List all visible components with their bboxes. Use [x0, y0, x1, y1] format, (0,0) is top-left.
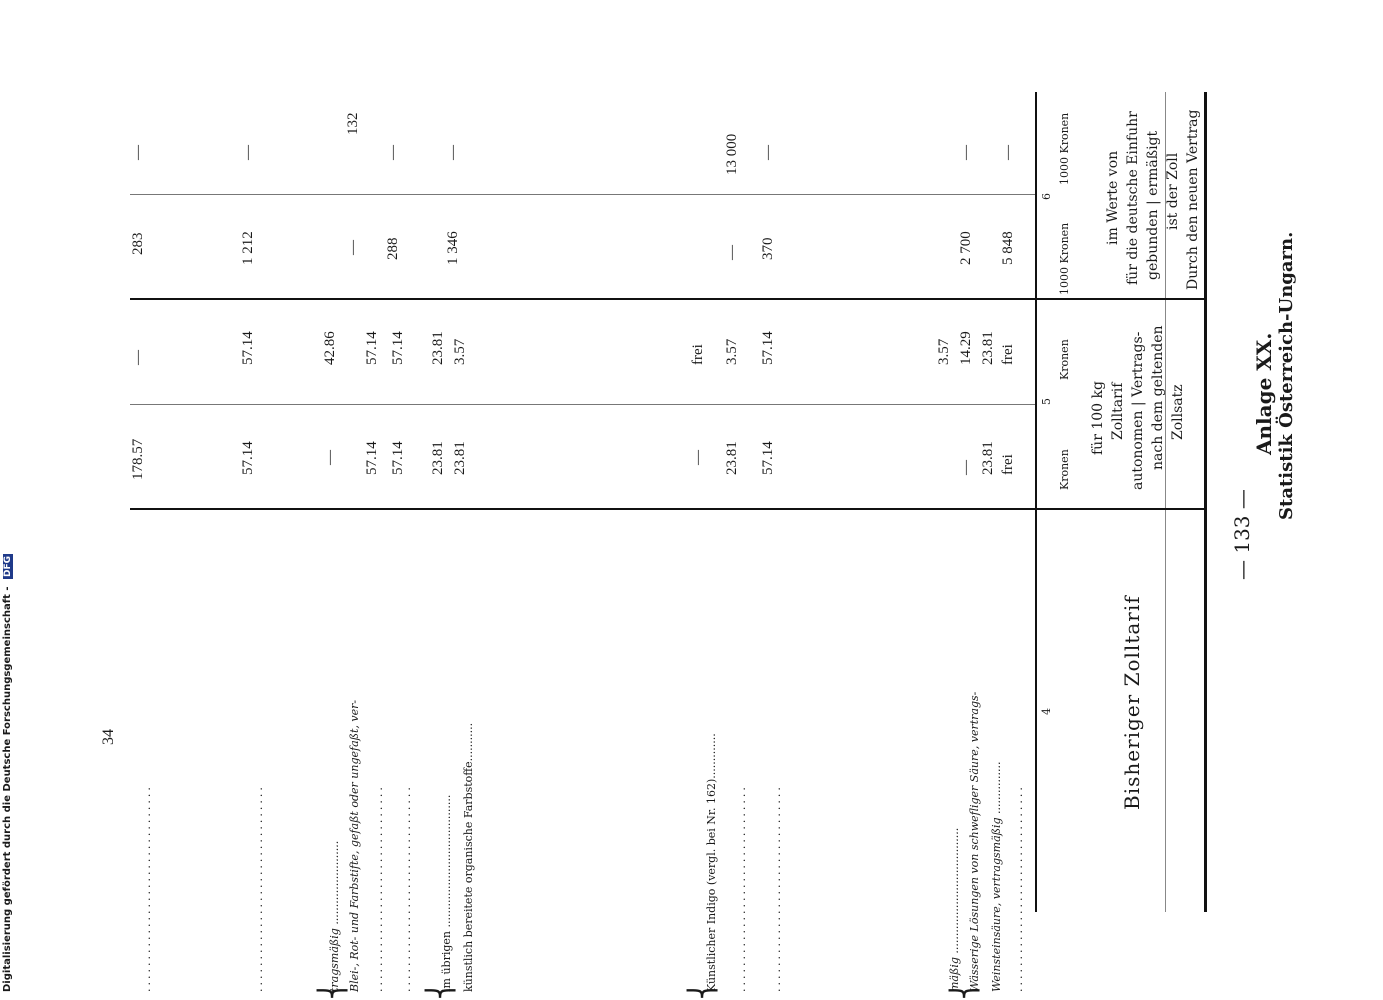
- cell-geb: —: [724, 245, 740, 260]
- row-8-text: Künstlicher Indigo (vergl. bei Nr. 162).............: [705, 733, 718, 992]
- footer-text: Digitalisierung gefördert durch die Deutsche Forschungsgemeinschaft -: [2, 586, 13, 992]
- col5-header-3: autonomen | Vertrags-: [1130, 331, 1146, 490]
- annex-subtitle: Statistik Österreich-Ungarn.: [1276, 231, 1297, 520]
- cell-auto: 23.81: [452, 441, 468, 475]
- cell-vertrag: 23.81: [430, 331, 446, 365]
- cell-auto: —: [690, 450, 706, 465]
- col5-sub-divider: [130, 404, 1035, 405]
- cell-vertrag: 3.57: [936, 338, 952, 365]
- cell-erm: —: [240, 145, 256, 160]
- cell-vertrag: 57.14: [240, 331, 256, 365]
- col6-header-4: für die deutsche Einfuhr: [1125, 111, 1141, 285]
- sheet-number: 34: [100, 729, 117, 745]
- col5-header-4: Zolltarif: [1110, 382, 1126, 440]
- row-15-text: ................................: [252, 784, 265, 992]
- row-group-brace: ⎨: [950, 980, 980, 1000]
- cell-auto: 23.81: [724, 441, 740, 475]
- col5-header-5: für 100 kg: [1090, 381, 1106, 455]
- col5-unit-vertrag: Kronen: [1058, 339, 1071, 380]
- cell-erm: 13 000: [724, 133, 740, 175]
- table-top-rule: [1204, 92, 1207, 912]
- page-number: — 133 —: [1230, 489, 1254, 580]
- cell-erm: —: [958, 145, 974, 160]
- col5-divider: [130, 298, 1206, 300]
- row-1-text: ................................: [1012, 784, 1025, 992]
- cell-geb: 2 700: [958, 231, 974, 265]
- col6-sub-divider: [130, 194, 1035, 195]
- col4-number: 4: [1040, 708, 1053, 715]
- row-group-brace: ⎨: [318, 980, 348, 1000]
- row-group-brace: ⎨: [426, 980, 456, 1000]
- cell-vertrag: —: [130, 350, 146, 365]
- row-11-text: ................................: [400, 784, 413, 992]
- row-6-text: ................................: [770, 784, 783, 992]
- cell-erm: —: [1000, 145, 1016, 160]
- cell-vertrag: frei: [690, 344, 706, 365]
- cell-auto: 57.14: [240, 441, 256, 475]
- col6-header-3: gebunden | ermäßigt: [1145, 130, 1161, 280]
- row-13-text: Blei-, Rot- und Farbstifte, gefaßt oder ungefaßt, ver-: [348, 699, 361, 992]
- row-group-brace: ⎨: [688, 980, 718, 1000]
- col4-divider: [130, 508, 1206, 510]
- cell-auto: 23.81: [430, 441, 446, 475]
- row-4-text: Wässerige Lösungen von schwefliger Säure, vertrags-: [968, 691, 981, 992]
- cell-vertrag: 57.14: [390, 331, 406, 365]
- col5-header-1: Zollsatz: [1170, 384, 1186, 440]
- col5-header-2: nach dem geltenden: [1150, 325, 1166, 470]
- cell-erm: —: [760, 145, 776, 160]
- cell-erm: —: [445, 145, 461, 160]
- cell-geb: 5 848: [1000, 231, 1016, 265]
- row-10-text: im übrigen ......................................: [440, 794, 453, 992]
- row-7-text: ................................: [735, 784, 748, 992]
- cell-auto: 23.81: [980, 441, 996, 475]
- cell-auto: 57.14: [760, 441, 776, 475]
- cell-geb: 1 212: [240, 231, 256, 265]
- col6-header-1: Durch den neuen Vertrag: [1185, 109, 1201, 290]
- row-2-text: Weinsteinsäure, vertragsmäßig ...............: [990, 761, 1003, 992]
- digitization-footer: [2, 554, 13, 992]
- col5-unit-auto: Kronen: [1058, 449, 1071, 490]
- row-16-text: ................................: [140, 784, 153, 992]
- cell-geb: 283: [130, 232, 146, 255]
- col6-header-2: ist der Zoll: [1165, 152, 1181, 230]
- col6-header-5: im Werte von: [1105, 150, 1121, 245]
- cell-vertrag: 3.57: [452, 338, 468, 365]
- cell-vertrag: frei: [1000, 344, 1016, 365]
- cell-vertrag: 3.57: [724, 338, 740, 365]
- cell-auto: —: [322, 450, 338, 465]
- cell-vertrag: 23.81: [980, 331, 996, 365]
- row-12-text: ................................: [372, 784, 385, 992]
- col5-number: 5: [1040, 398, 1053, 405]
- cell-erm: —: [385, 145, 401, 160]
- cell-auto: 57.14: [390, 441, 406, 475]
- cell-vertrag: 57.14: [364, 331, 380, 365]
- row-9-text: künstlich bereitete organische Farbstoffe...........: [462, 722, 475, 992]
- col6-number: 6: [1040, 193, 1053, 200]
- cell-vertrag: 57.14: [760, 331, 776, 365]
- cell-geb: 1 346: [445, 231, 461, 265]
- cell-auto: 178.57: [130, 438, 146, 480]
- annex-title: Anlage XX.: [1252, 332, 1276, 455]
- cell-geb: 370: [760, 237, 776, 260]
- col6-unit-geb: 1000 Kronen: [1058, 222, 1071, 295]
- header-bottom-rule: [1035, 92, 1037, 912]
- cell-erm: 132: [345, 112, 361, 135]
- cell-auto: —: [958, 460, 974, 475]
- cell-vertrag: 14.29: [958, 331, 974, 365]
- cell-vertrag: 42.86: [322, 331, 338, 365]
- dfg-logo: DFG: [3, 555, 13, 577]
- cell-erm: —: [130, 145, 146, 160]
- col6-unit-erm: 1000 Kronen: [1058, 112, 1071, 185]
- row-14-text: tragsmäßig ........................: [328, 840, 341, 992]
- cell-geb: 288: [385, 237, 401, 260]
- cell-geb: —: [345, 240, 361, 255]
- cell-auto: 57.14: [364, 441, 380, 475]
- row-5-text: mäßig ....................................: [948, 827, 961, 992]
- cell-auto: frei: [1000, 454, 1016, 475]
- col4-header: Bisheriger Zolltarif: [1120, 595, 1144, 810]
